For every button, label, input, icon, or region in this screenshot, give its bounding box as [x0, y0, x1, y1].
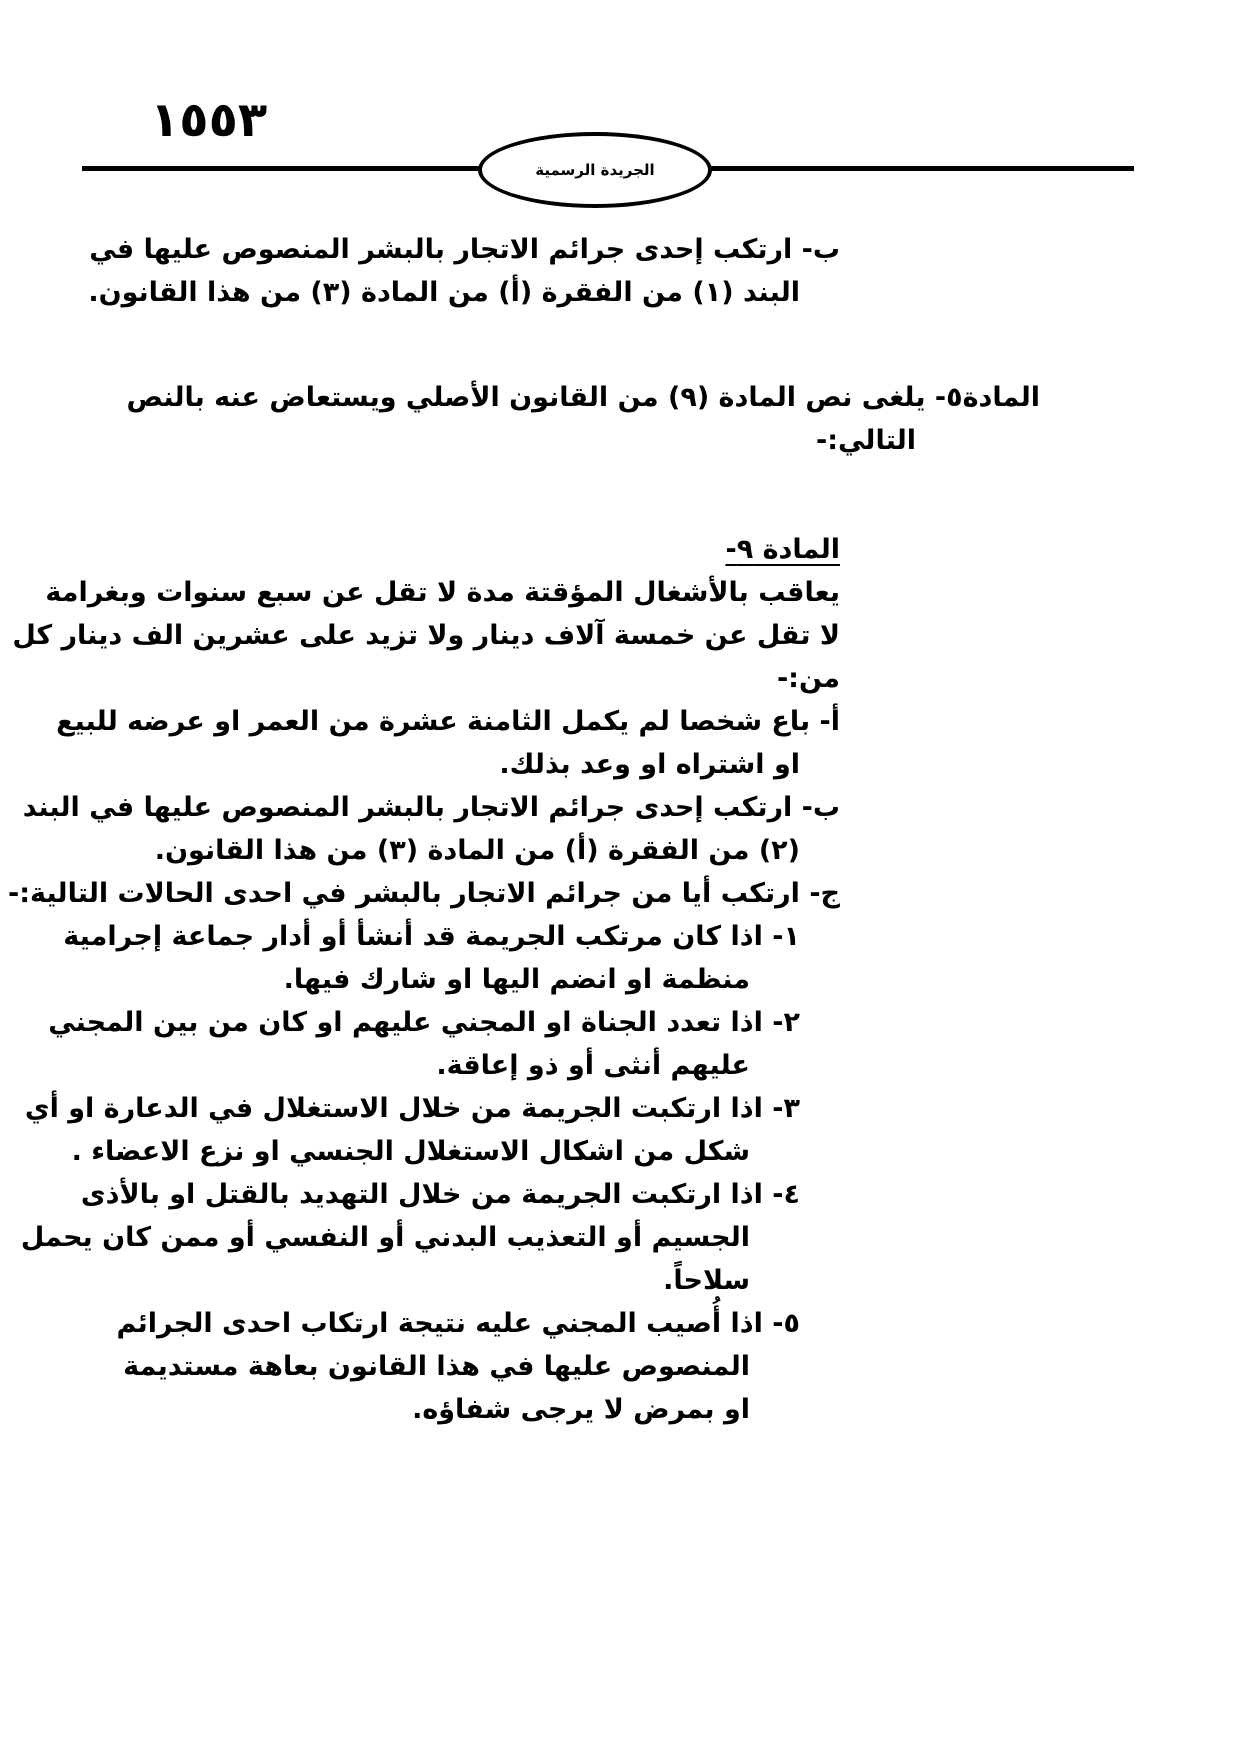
- page-number: ١٥٥٣: [150, 92, 268, 148]
- article-9: [8, 528, 840, 1431]
- article-9-heading: المادة ٩-: [725, 534, 840, 565]
- article-9-intro-line: لا تقل عن خمسة آلاف دينار ولا تزيد على عشرين الف دينار كل: [12, 620, 840, 651]
- case-line: ٥- اذا أُصيب المجني عليه نتيجة ارتكاب احدى الجرائم: [116, 1308, 800, 1339]
- article-5: [126, 376, 1040, 462]
- paragraph-line: المادة٥- يلغى نص المادة (٩) من القانون الأصلي ويستعاض عنه بالنص: [126, 382, 1040, 413]
- item-b-line: ب- ارتكب إحدى جرائم الاتجار بالبشر المنصوص عليها في البند: [22, 792, 840, 823]
- gazette-title-oval: [478, 132, 712, 208]
- item-b-line: (٢) من الفقرة (أ) من المادة (٣) من هذا القانون.: [154, 835, 800, 866]
- item-a-line: او اشتراه او وعد بذلك.: [499, 749, 800, 780]
- article-9-intro-line: من:-: [776, 663, 840, 694]
- case-line: ٣- اذا ارتكبت الجريمة من خلال الاستغلال في الدعارة او أي: [24, 1093, 800, 1124]
- item-a-line: أ- باع شخصا لم يكمل الثامنة عشرة من العمر او عرضه للبيع: [56, 706, 840, 737]
- case-line: سلاحاً.: [663, 1265, 750, 1296]
- case-line: شكل من اشكال الاستغلال الجنسي او نزع الاعضاء .: [71, 1136, 750, 1167]
- case-line: او بمرض لا يرجى شفاؤه.: [412, 1394, 750, 1425]
- gazette-title: الجريدة الرسمية: [535, 161, 655, 179]
- case-line: الجسيم أو التعذيب البدني أو النفسي أو ممن كان يحمل: [20, 1222, 750, 1253]
- case-line: المنصوص عليها في هذا القانون بعاهة مستديمة: [123, 1351, 750, 1382]
- case-line: ٢- اذا تعدد الجناة او المجني عليهم او كان من بين المجني: [48, 1007, 800, 1038]
- item-c-line: ج- ارتكب أيا من جرائم الاتجار بالبشر في احدى الحالات التالية:-: [8, 878, 840, 909]
- paragraph-b-prev: [88, 228, 840, 314]
- case-line: ١- اذا كان مرتكب الجريمة قد أنشأ أو أدار جماعة إجرامية: [63, 921, 800, 952]
- paragraph-line: ب- ارتكب إحدى جرائم الاتجار بالبشر المنصوص عليها في: [89, 234, 840, 265]
- case-line: عليهم أنثى أو ذو إعاقة.: [436, 1050, 750, 1081]
- paragraph-line: التالي:-: [815, 425, 916, 456]
- case-line: منظمة او انضم اليها او شارك فيها.: [283, 964, 750, 995]
- case-line: ٤- اذا ارتكبت الجريمة من خلال التهديد بالقتل او بالأذى: [80, 1179, 800, 1210]
- article-9-intro-line: يعاقب بالأشغال المؤقتة مدة لا تقل عن سبع سنوات وبغرامة: [45, 577, 840, 608]
- paragraph-line: البند (١) من الفقرة (أ) من المادة (٣) من هذا القانون.: [88, 277, 800, 308]
